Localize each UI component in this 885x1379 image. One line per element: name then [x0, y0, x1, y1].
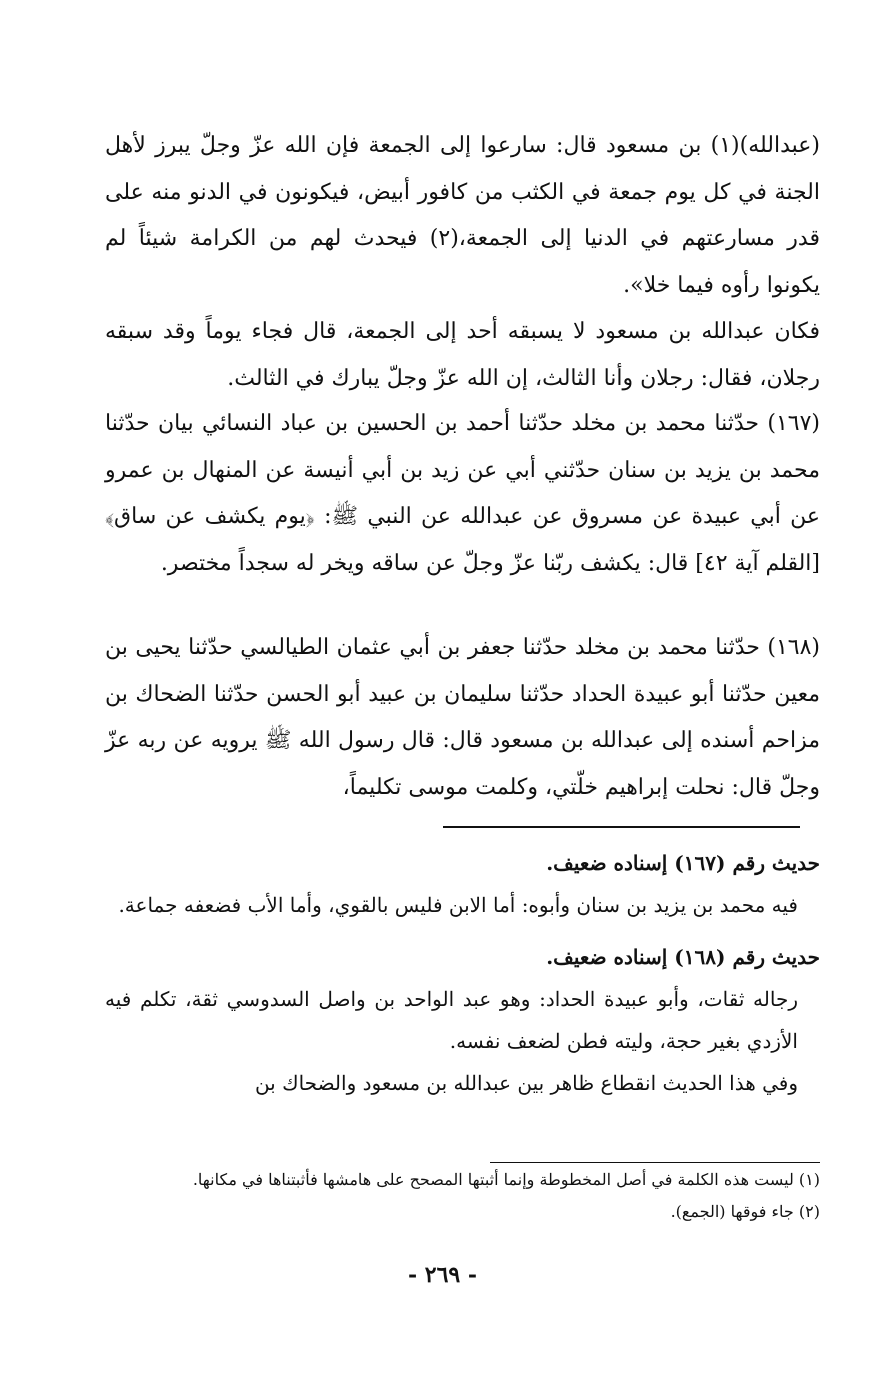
note-168-body-1: رجاله ثقات، وأبو عبيدة الحداد: وهو عبد الواحد بن واصل السدوسي ثقة، تكلم فيه الأزدي بغير حجة، وليته فطن لضعف نفسه. [105, 987, 798, 1053]
note-167-body: فيه محمد بن يزيد بن سنان وأبوه: أما الابن فليس بالقوي، وأما الأب فضعفه جماعة. [118, 893, 798, 917]
note-168-body-2: وفي هذا الحديث انقطاع ظاهر بين عبدالله بن مسعود والضحاك بن [254, 1071, 798, 1095]
hadith-168 [105, 625, 820, 811]
footnotes-divider [490, 1162, 820, 1163]
footnote-2: (٢) جاء فوقها (الجمع). [670, 1202, 820, 1221]
paragraph-text: فكان عبدالله بن مسعود لا يسبقه أحد إلى الجمعة، قال فجاء يوماً وقد سبقه رجلان، فقال: رجلان وأنا الثالث، إن الله عزّ وجلّ يبارك في الثالث. [105, 319, 820, 391]
body-paragraph-1 [105, 123, 820, 309]
hadith-167 [105, 401, 820, 587]
note-167-heading: حديث رقم (١٦٧) إسناده ضعيف. [546, 851, 820, 875]
footnotes [105, 1164, 820, 1228]
paragraph-text: (١٦٨) حدّثنا محمد بن مخلد حدّثنا جعفر بن أبي عثمان الطيالسي حدّثنا يحيى بن معين حدّثنا أبو عبيدة الحداد حدّثنا سليمان بن عبيد أبو الحسن حدّثنا الضحاك بن مزاحم أسنده إلى عبدالله بن مسعود قال: قال رسول الله ﷺ يرويه عن ربه عزّ وجلّ قال: نحلت إبراهيم خلّتي، وكلمت موسى تكليماً، [105, 635, 820, 800]
page-number: - ٢٦٩ - [407, 1262, 478, 1288]
footnote-1: (١) ليست هذه الكلمة في أصل المخطوطة وإنما أثبتها المصحح على هامشها فأثبتناها في مكانها. [192, 1170, 820, 1189]
commentary-notes [105, 842, 820, 1104]
notes-divider [443, 826, 800, 828]
paragraph-text: (عبدالله)(١) بن مسعود قال: سارعوا إلى الجمعة فإن الله عزّ وجلّ يبرز لأهل الجنة في كل يوم جمعة في الكثب من كافور أبيض، فيكونون في الدنو منه على قدر مسارعتهم في الدنيا إلى الجمعة،(٢) فيحدث لهم من الكرامة شيئاً لم يكونوا رأوه فيما خلا». [105, 133, 820, 298]
paragraph-text: (١٦٧) حدّثنا محمد بن مخلد حدّثنا أحمد بن الحسين بن عباد النسائي بيان حدّثنا محمد بن يزيد بن سنان حدّثني أبي عن زيد بن أبي أنيسة عن المنهال بن عمرو عن أبي عبيدة عن مسروق عن عبدالله عن النبي ﷺ: ﴿يوم يكشف عن ساق﴾ [القلم آية ٤٢] قال: يكشف ربّنا عزّ وجلّ عن ساقه ويخر له سجداً مختصر. [105, 411, 820, 576]
note-168-heading: حديث رقم (١٦٨) إسناده ضعيف. [546, 945, 820, 969]
body-paragraph-2 [105, 309, 820, 402]
